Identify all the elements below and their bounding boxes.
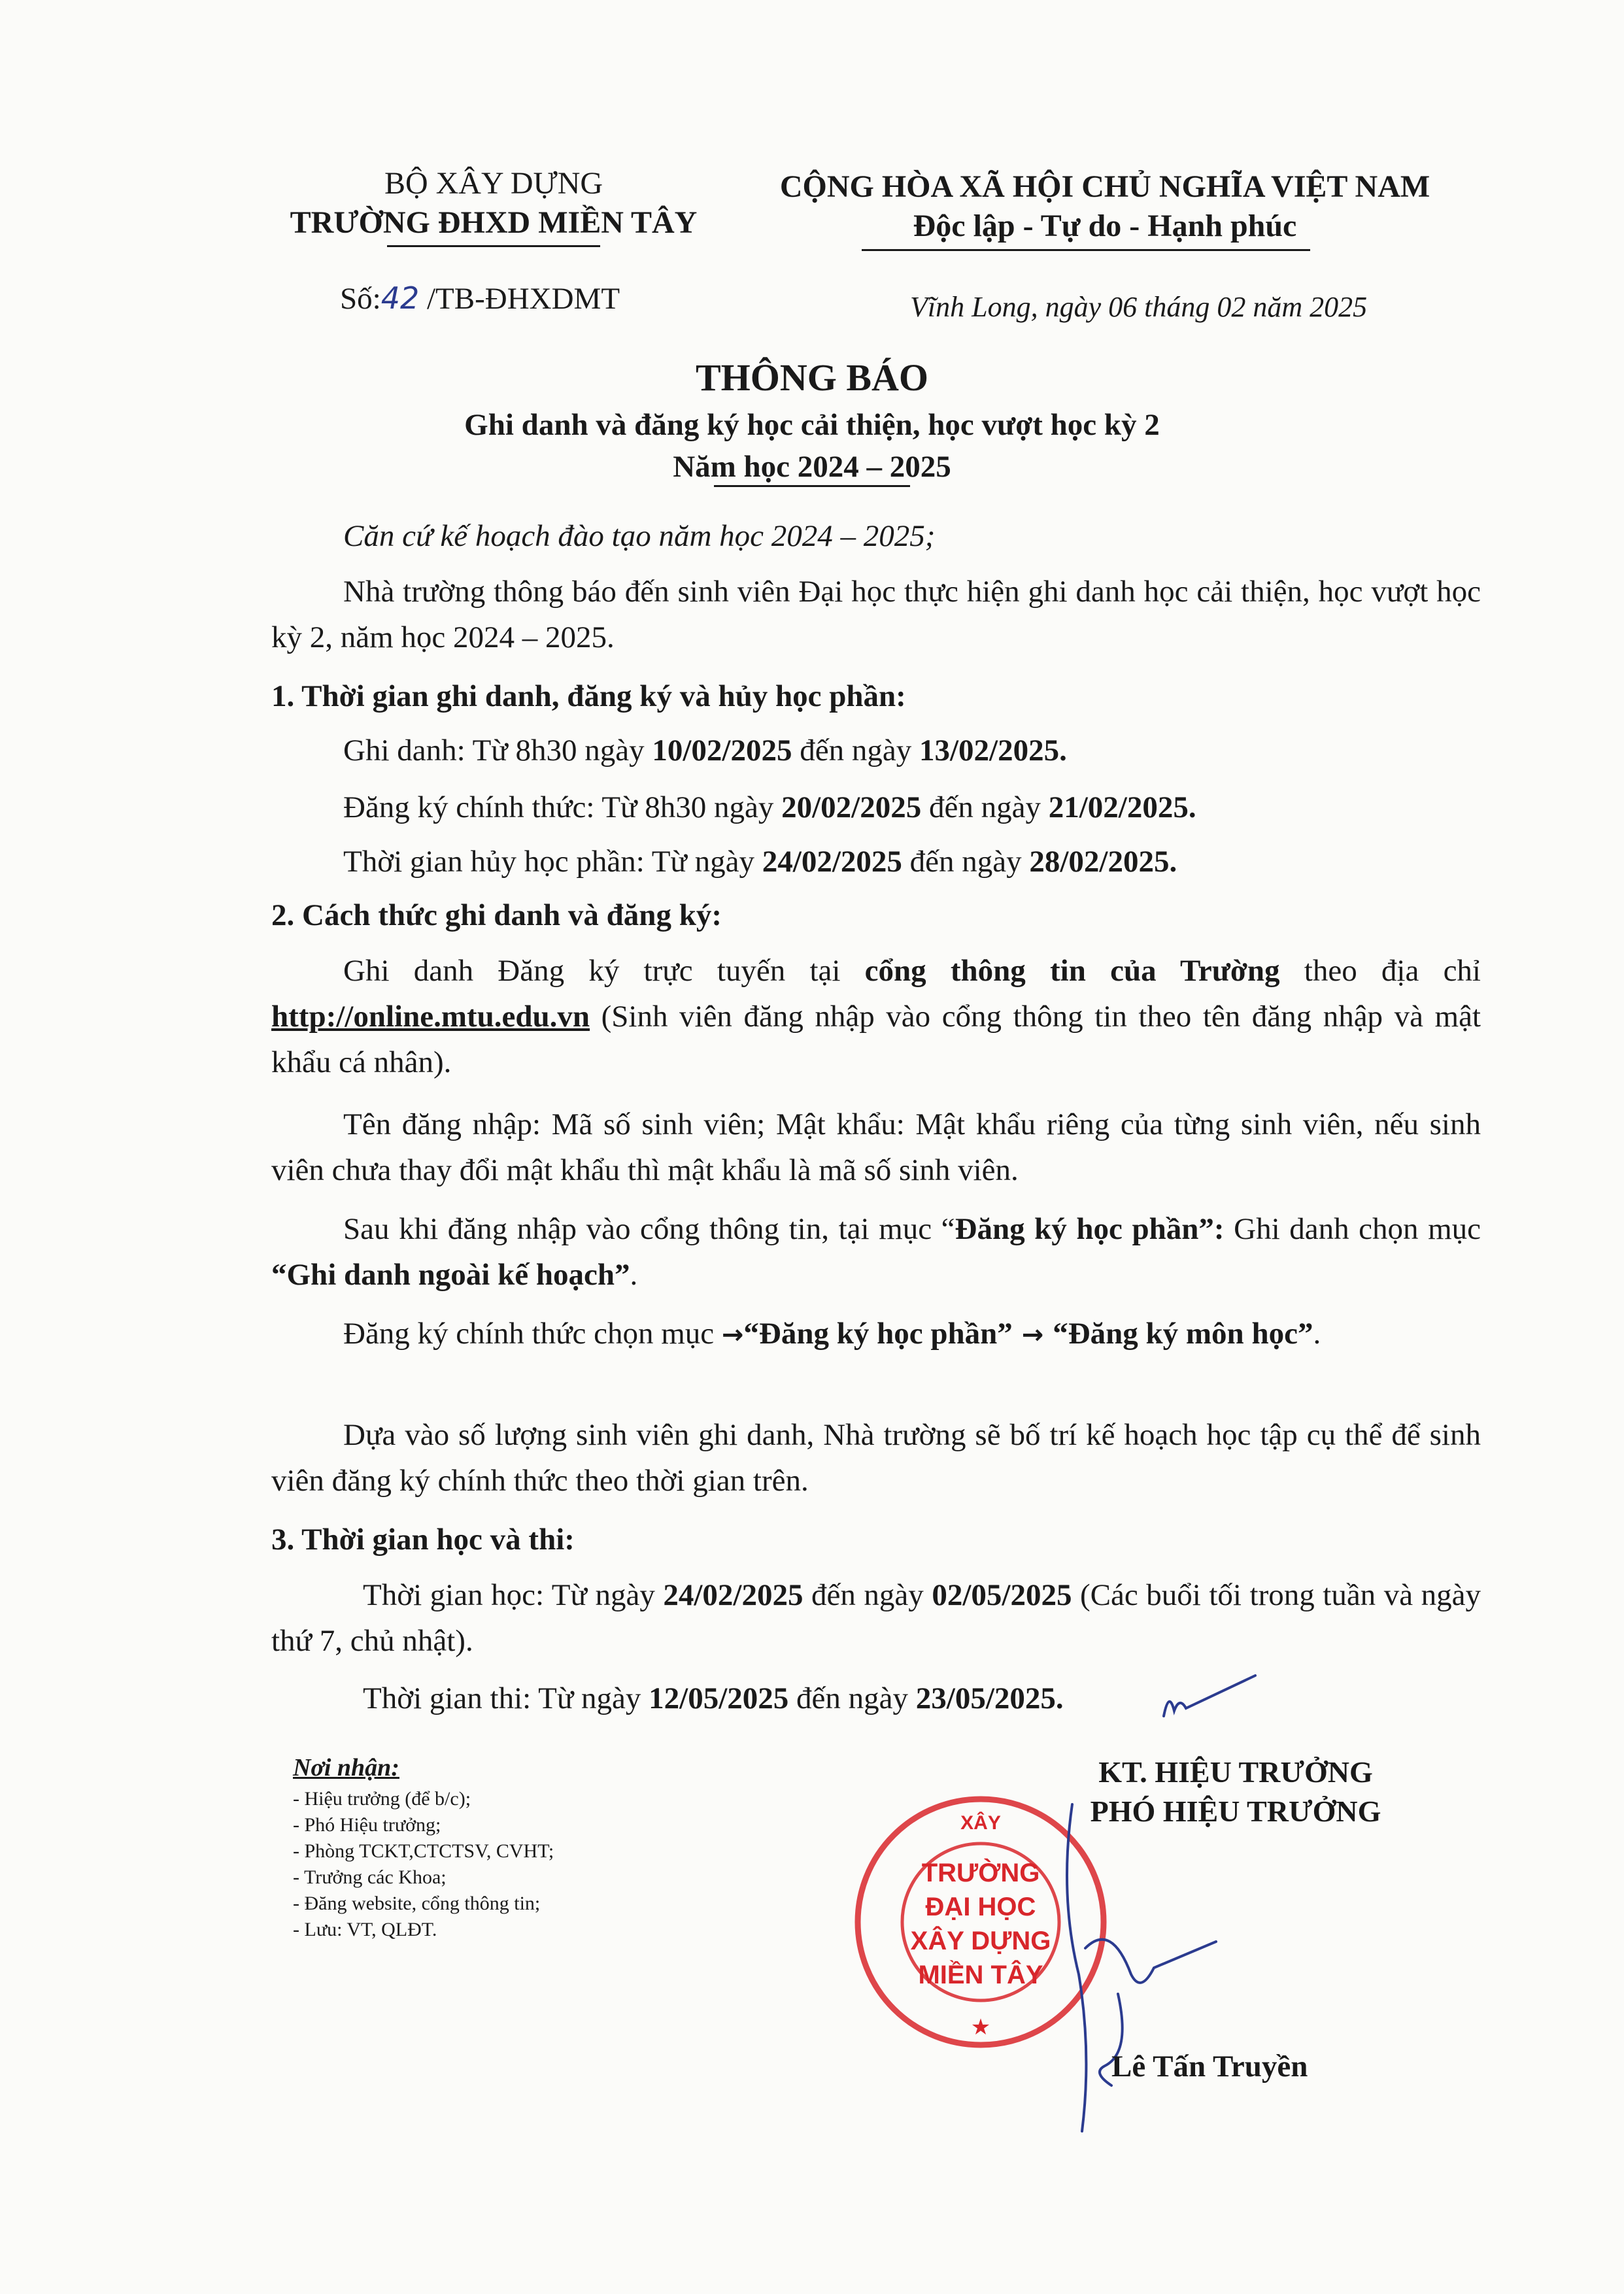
ministry-name: BỘ XÂY DỰNG bbox=[384, 166, 603, 201]
portal-address-text: theo địa chỉ bbox=[1279, 954, 1481, 988]
exam-time-text: Thời gian thi: Từ ngày bbox=[363, 1681, 649, 1715]
signer-role-1: KT. HIỆU TRƯỞNG bbox=[1098, 1755, 1373, 1789]
portal-paragraph bbox=[271, 948, 1481, 1085]
menu-enroll-outside-plan: “Ghi danh ngoài kế hoạch” bbox=[271, 1258, 630, 1292]
study-end-date: 02/05/2025 bbox=[932, 1578, 1072, 1612]
menu-text: Sau khi đăng nhập vào cổng thông tin, tại mục “ bbox=[343, 1212, 955, 1246]
signature-mark bbox=[1020, 1778, 1294, 2144]
cancel-start-date: 24/02/2025 bbox=[762, 845, 902, 879]
document-number bbox=[340, 278, 620, 319]
register-end-date: 21/02/2025. bbox=[1048, 790, 1196, 824]
plan-paragraph: Dựa vào số lượng sinh viên ghi danh, Nhà trường sẽ bố trí kế hoạch học tập cụ thể để sinh viên đăng ký chính thức theo thời gian trên. bbox=[271, 1418, 1481, 1498]
stamp-line-1: TRƯỜNG bbox=[921, 1859, 1040, 1887]
cancel-time-line bbox=[343, 839, 1177, 885]
official-register-paragraph bbox=[271, 1311, 1481, 1358]
section3-heading: 3. Thời gian học và thi: bbox=[271, 1523, 575, 1557]
study-to-text: đến ngày bbox=[803, 1578, 932, 1612]
recipient-item: - Hiệu trưởng (để b/c); bbox=[293, 1788, 471, 1810]
enroll-start-date: 10/02/2025 bbox=[652, 734, 792, 767]
recipient-item: - Lưu: VT, QLĐT. bbox=[293, 1919, 437, 1940]
study-schedule-note: (Các buổi tối trong tuần và ngày thứ 7, chủ nhật). bbox=[271, 1578, 1481, 1658]
portal-login-note: (Sinh viên đăng nhập vào cổng thông tin theo tên đăng nhập và mật khẩu cá nhân). bbox=[271, 1000, 1481, 1079]
section2-heading: 2. Cách thức ghi danh và đăng ký: bbox=[271, 898, 722, 932]
notice-title: THÔNG BÁO bbox=[695, 356, 929, 399]
recipient-item: - Trưởng các Khoa; bbox=[293, 1866, 447, 1888]
motto-underline bbox=[862, 249, 1310, 251]
menu-period: . bbox=[630, 1258, 638, 1292]
menu-subject-registration: “Đăng ký môn học” bbox=[1053, 1317, 1313, 1351]
number-suffix: /TB-ĐHXDMT bbox=[419, 282, 620, 316]
official-register-period: . bbox=[1313, 1317, 1321, 1351]
portal-text: Ghi danh Đăng ký trực tuyến tại bbox=[343, 954, 865, 988]
announce-paragraph: Nhà trường thông báo đến sinh viên Đại học thực hiện ghi danh học cải thiện, học vượt học kỳ 2, năm học 2024 – 2025. bbox=[271, 575, 1481, 654]
arrow-right-icon-2: → bbox=[1012, 1320, 1053, 1350]
recipients-heading-text: Nơi nhận: bbox=[293, 1754, 399, 1781]
school-year: Năm học 2024 – 2025 bbox=[673, 450, 951, 484]
number-handwritten: 42 bbox=[381, 280, 420, 316]
stamp-line-3: XÂY DỰNG bbox=[910, 1927, 1051, 1955]
recipient-item: - Phó Hiệu trưởng; bbox=[293, 1814, 441, 1836]
enroll-end-date: 13/02/2025. bbox=[919, 734, 1067, 767]
exam-start-date: 12/05/2025 bbox=[649, 1681, 789, 1715]
portal-name: cổng thông tin của Trường bbox=[864, 954, 1280, 988]
nation-name: CỘNG HÒA XÃ HỘI CHỦ NGHĨA VIỆT NAM bbox=[779, 169, 1430, 204]
stamp-line-4: MIỀN TÂY bbox=[918, 1961, 1043, 1989]
exam-time-line bbox=[363, 1676, 1064, 1721]
notice-subtitle: Ghi danh và đăng ký học cải thiện, học vượt học kỳ 2 bbox=[464, 408, 1160, 442]
enroll-time-text: Ghi danh: Từ 8h30 ngày bbox=[343, 734, 652, 767]
motto: Độc lập - Tự do - Hạnh phúc bbox=[913, 209, 1297, 243]
enroll-time-line bbox=[343, 728, 1067, 773]
stamp-top-text: XÂY bbox=[960, 1812, 1001, 1834]
study-time-text: Thời gian học: Từ ngày bbox=[363, 1578, 664, 1612]
official-register-text: Đăng ký chính thức chọn mục bbox=[343, 1317, 722, 1351]
section1-heading: 1. Thời gian ghi danh, đăng ký và hủy học phần: bbox=[271, 679, 906, 713]
arrow-right-icon: → bbox=[721, 1320, 744, 1350]
signer-name: Lê Tấn Truyền bbox=[1111, 2049, 1308, 2083]
place-date: Vĩnh Long, ngày 06 tháng 02 năm 2025 bbox=[910, 291, 1368, 323]
recipients-heading bbox=[293, 1752, 399, 1783]
stamp-line-2: ĐẠI HỌC bbox=[925, 1893, 1036, 1921]
stamp-star-icon: ★ bbox=[970, 2016, 991, 2040]
initials-mark bbox=[1157, 1670, 1262, 1729]
menu-course-registration: Đăng ký học phần”: bbox=[955, 1212, 1225, 1246]
study-start-date: 24/02/2025 bbox=[663, 1578, 804, 1612]
signer-role-2: PHÓ HIỆU TRƯỞNG bbox=[1090, 1795, 1381, 1828]
recipient-item: - Đăng website, cổng thông tin; bbox=[293, 1893, 541, 1914]
menu-enroll-text: Ghi danh chọn mục bbox=[1224, 1212, 1481, 1246]
register-to-text: đến ngày bbox=[921, 790, 1049, 824]
recipient-item: - Phòng TCKT,CTCTSV, CVHT; bbox=[293, 1840, 554, 1862]
school-name: TRƯỜNG ĐHXD MIỀN TÂY bbox=[290, 205, 698, 240]
register-start-date: 20/02/2025 bbox=[781, 790, 922, 824]
register-time-text: Đăng ký chính thức: Từ 8h30 ngày bbox=[343, 790, 782, 824]
title-underline bbox=[714, 485, 910, 487]
register-time-line bbox=[343, 784, 1196, 830]
menu-course-registration-2: “Đăng ký học phần” bbox=[743, 1317, 1013, 1351]
credentials-paragraph: Tên đăng nhập: Mã số sinh viên; Mật khẩu: Mật khẩu riêng của từng sinh viên, nếu sinh viên chưa thay đổi mật khẩu thì mật khẩu là mã số sinh viên. bbox=[271, 1107, 1481, 1187]
menu-paragraph bbox=[271, 1206, 1481, 1298]
cancel-to-text: đến ngày bbox=[902, 845, 1030, 879]
cancel-end-date: 28/02/2025. bbox=[1029, 845, 1177, 879]
exam-to-text: đến ngày bbox=[788, 1681, 916, 1715]
study-time-paragraph bbox=[271, 1572, 1481, 1664]
portal-link[interactable]: http://online.mtu.edu.vn bbox=[271, 1000, 590, 1034]
exam-end-date: 23/05/2025. bbox=[915, 1681, 1064, 1715]
basis-line: Căn cứ kế hoạch đào tạo năm học 2024 – 2025; bbox=[343, 519, 936, 553]
enroll-to-text: đến ngày bbox=[792, 734, 919, 767]
number-prefix: Số: bbox=[340, 282, 381, 316]
cancel-time-text: Thời gian hủy học phần: Từ ngày bbox=[343, 845, 762, 879]
school-underline bbox=[387, 245, 600, 247]
